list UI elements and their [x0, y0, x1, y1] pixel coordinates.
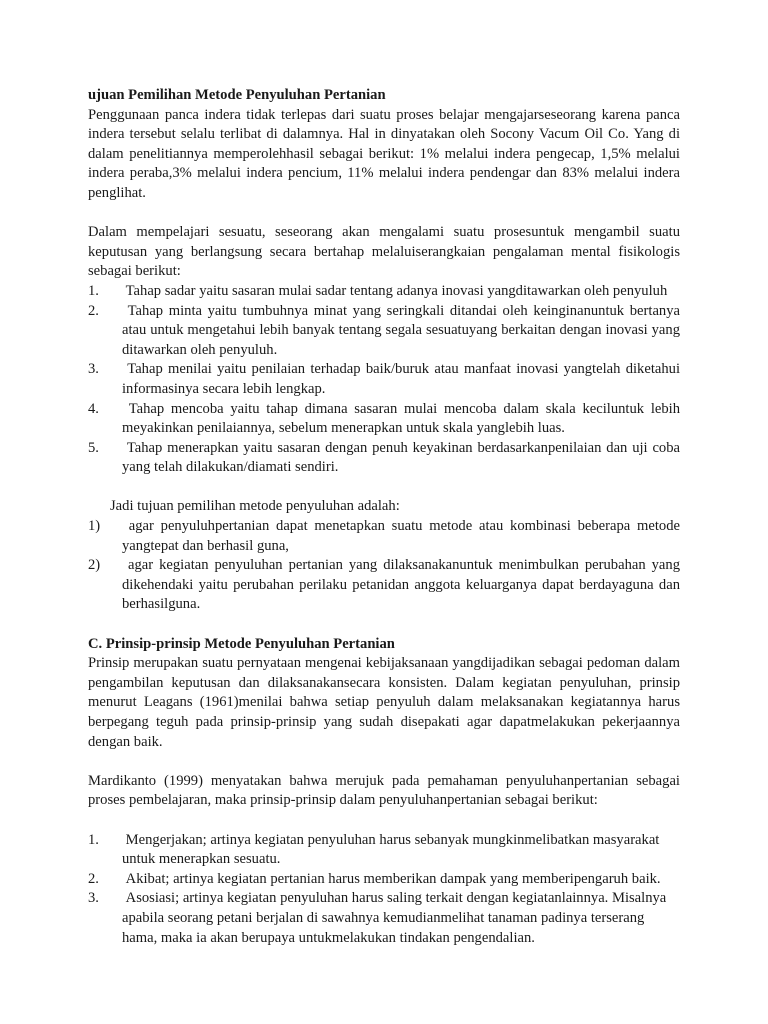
purpose-list [88, 517, 680, 615]
list-marker: 5. [88, 439, 99, 456]
paragraph-spacer [88, 204, 680, 224]
list-item-text: Tahap minta yaitu tumbuhnya minat yang seringkali ditandai oleh keinginanuntuk bertanya atau untuk mengetahui lebih banyak tentang segala sesuatuyang berkaitan dengan inovasi yang ditawarkan oleh penyuluh. [122, 302, 680, 358]
section-a-paragraph-2: Dalam mempelajari sesuatu, seseorang akan mengalami suatu prosesuntuk mengambil suatu keputusan yang berlangsung secara bertahap melaluiserangkaian pengalaman mental fisikologis sebagai berikut: [88, 224, 680, 280]
list-item-text: Tahap menilai yaitu penilaian terhadap baik/buruk atau manfaat inovasi yangtelah diketahui informasinya secara lebih lengkap. [122, 361, 680, 397]
section-a-heading: ujuan Pemilihan Metode Penyuluhan Pertanian [88, 87, 386, 103]
list-item-text: Akibat; artinya kegiatan pertanian harus memberikan dampak yang memberipengaruh baik. [125, 870, 661, 887]
list-item-text: Tahap sadar yaitu sasaran mulai sadar tentang adanya inovasi yangditawarkan oleh penyuluh [125, 282, 668, 299]
list-item [88, 556, 680, 615]
list-item [88, 517, 680, 556]
list-item [88, 889, 680, 948]
list-item [88, 831, 680, 870]
list-item-text: Mengerjakan; artinya kegiatan penyuluhan harus sebanyak mungkinmelibatkan masyarakat untuk menerapkan sesuatu. [122, 831, 660, 868]
list-item-text: Tahap menerapkan yaitu sasaran dengan penuh keyakinan berdasarkanpenilaian dan uji coba yang telah dilakukan/diamati sendiri. [122, 439, 680, 476]
list-item [88, 870, 680, 890]
section-c-paragraph-1: Prinsip merupakan suatu pernyataan mengenai kebijaksanaan yangdijadikan sebagai pedoman dalam pengambilan keputusan dan dilaksanakansecara konsisten. Dalam kegiatan penyuluhan, prinsip menurut Leagans (1961)menilai bahwa setiap penyuluh dalam melaksanakan kegiatannya harus berpegang teguh pada prinsip-prinsip yang sudah disepakati agar dapatmelakukan pekerjaannya dengan baik. [88, 655, 680, 750]
list-item [88, 282, 680, 302]
principles-list [88, 831, 680, 949]
list-item [88, 360, 680, 399]
paragraph-spacer [88, 478, 680, 498]
list-marker: 2. [88, 870, 99, 887]
paragraph-spacer [88, 752, 680, 772]
section-a-paragraph-3: Jadi tujuan pemilihan metode penyuluhan adalah: [110, 498, 400, 515]
document-body [88, 86, 680, 948]
list-marker: 1. [88, 282, 99, 299]
list-marker: 1. [88, 831, 99, 848]
list-marker: 2. [88, 302, 99, 319]
paragraph-spacer [88, 811, 680, 831]
section-c-heading: C. Prinsip-prinsip Metode Penyuluhan Pertanian [88, 635, 395, 652]
list-marker: 4. [88, 400, 99, 417]
list-item [88, 302, 680, 361]
list-item-text: agar penyuluhpertanian dapat menetapkan suatu metode atau kombinasi beberapa metode yangtepat dan berhasil guna, [122, 518, 680, 554]
list-marker: 3. [88, 890, 99, 907]
list-marker: 2) [88, 557, 101, 574]
list-item-text: Tahap mencoba yaitu tahap dimana sasaran mulai mencoba dalam skala keciluntuk lebih meyakinkan penilaiannya, sebelum menerapkan untuk skala yanglebih luas. [122, 400, 680, 437]
section-a-paragraph-1: Penggunaan panca indera tidak terlepas dari suatu proses belajar mengajarseseorang karena panca indera tersebut selalu terlibat di dalamnya. Hal in dinyatakan oleh Socony Vacum Oil Co. Yang di dalam penelitiannya memperolehhasil sebagai berikut: 1% melalui indera pengecap, 1,5% melalui indera peraba,3% melalui indera pencium, 11% melalui indera pendengar dan 83% melalui indera penglihat. [88, 106, 680, 201]
list-item-text: agar kegiatan penyuluhan pertanian yang dilaksanakanuntuk menimbulkan perubahan yang dikehendaki yaitu perubahan perilaku petanidan anggota keluarganya dapat berdayaguna dan berhasilguna. [122, 557, 680, 613]
list-item [88, 439, 680, 478]
paragraph-spacer [88, 615, 680, 635]
list-marker: 1) [88, 518, 101, 535]
list-item-text: Asosiasi; artinya kegiatan penyuluhan harus saling terkait dengan kegiatanlainnya. Misalnya apabila seorang petani berjalan di sawahnya kemudianmelihat tanaman padinya terserang hama, maka ia akan berupaya untukmelakukan tindakan pengendalian. [122, 890, 667, 946]
list-item [88, 400, 680, 439]
section-c-paragraph-2: Mardikanto (1999) menyatakan bahwa merujuk pada pemahaman penyuluhanpertanian sebagai proses pembelajaran, maka prinsip-prinsip dalam penyuluhanpertanian sebagai berikut: [88, 772, 680, 809]
list-marker: 3. [88, 361, 99, 378]
stages-list [88, 282, 680, 478]
